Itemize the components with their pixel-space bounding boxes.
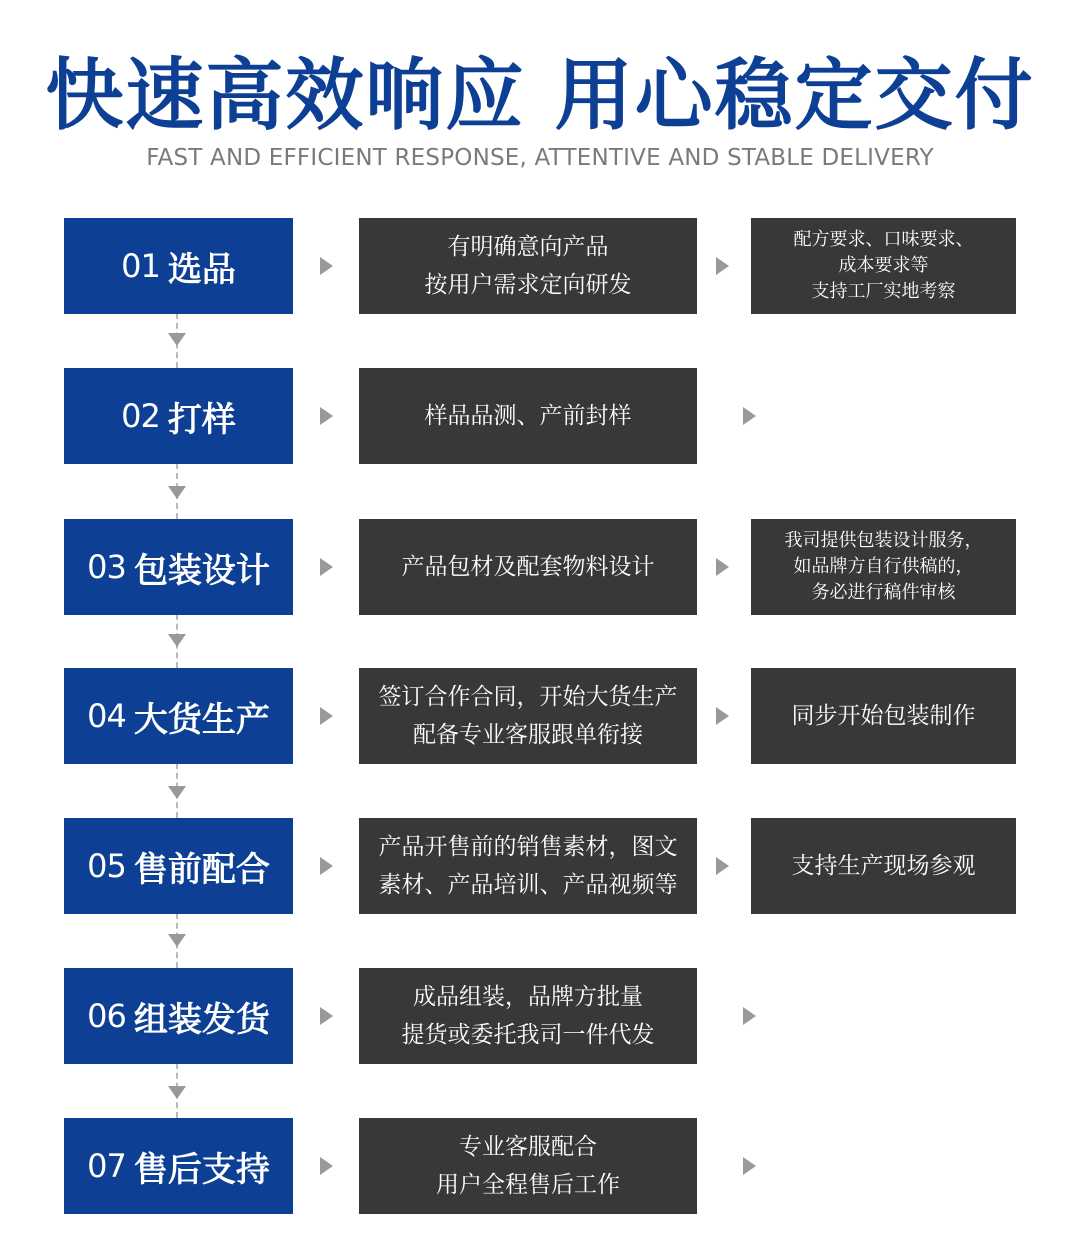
right-arrow-icon: [743, 407, 756, 425]
step-name: 组装发货: [133, 999, 270, 1040]
step-name: 打样: [167, 399, 236, 440]
step-label: [64, 519, 293, 615]
step-number: 02: [121, 397, 160, 435]
right-arrow-icon: [716, 558, 729, 576]
right-arrow-icon: [716, 707, 729, 725]
process-row: [0, 818, 1080, 914]
page-title: 快速高效响应 用心稳定交付: [45, 51, 1035, 141]
step-description: 产品包材及配套物料设计: [359, 519, 697, 615]
step-label: [64, 668, 293, 764]
step-description: 有明确意向产品 按用户需求定向研发: [359, 218, 697, 314]
step-name: 售前配合: [133, 849, 270, 890]
down-arrow-icon: [168, 486, 186, 499]
step-note: 配方要求、口味要求、 成本要求等 支持工厂实地考察: [751, 218, 1016, 314]
right-arrow-icon: [320, 1157, 333, 1175]
process-row: [0, 519, 1080, 615]
process-row: [0, 668, 1080, 764]
process-row: [0, 218, 1080, 314]
down-arrow-icon: [168, 634, 186, 647]
down-arrow-icon: [168, 786, 186, 799]
step-label: [64, 1118, 293, 1214]
process-row: [0, 1118, 1080, 1214]
step-number: 01: [121, 247, 160, 285]
process-row: [0, 968, 1080, 1064]
step-number: 03: [87, 548, 126, 586]
step-label: [64, 968, 293, 1064]
step-number: 05: [87, 847, 126, 885]
step-note: 我司提供包装设计服务， 如品牌方自行供稿的， 务必进行稿件审核: [751, 519, 1016, 615]
step-label: [64, 218, 293, 314]
step-note: 同步开始包装制作: [751, 668, 1016, 764]
step-label: [64, 368, 293, 464]
right-arrow-icon: [743, 1007, 756, 1025]
step-name: 包装设计: [133, 550, 270, 591]
step-description: 专业客服配合 用户全程售后工作: [359, 1118, 697, 1214]
step-description: 样品品测、产前封样: [359, 368, 697, 464]
right-arrow-icon: [320, 558, 333, 576]
right-arrow-icon: [716, 857, 729, 875]
step-description: 签订合作合同，开始大货生产 配备专业客服跟单衔接: [359, 668, 697, 764]
step-name: 售后支持: [133, 1149, 270, 1190]
right-arrow-icon: [320, 857, 333, 875]
step-name: 大货生产: [133, 699, 270, 740]
right-arrow-icon: [320, 707, 333, 725]
down-arrow-icon: [168, 934, 186, 947]
process-row: [0, 368, 1080, 464]
step-number: 06: [87, 997, 126, 1035]
right-arrow-icon: [320, 1007, 333, 1025]
step-description: 成品组装，品牌方批量 提货或委托我司一件代发: [359, 968, 697, 1064]
right-arrow-icon: [320, 407, 333, 425]
right-arrow-icon: [716, 257, 729, 275]
step-number: 07: [87, 1147, 126, 1185]
step-name: 选品: [167, 249, 236, 290]
right-arrow-icon: [743, 1157, 756, 1175]
page-subtitle: FAST AND EFFICIENT RESPONSE, ATTENTIVE AND STABLE DELIVERY: [146, 145, 934, 171]
step-description: 产品开售前的销售素材，图文 素材、产品培训、产品视频等: [359, 818, 697, 914]
step-label: [64, 818, 293, 914]
down-arrow-icon: [168, 333, 186, 346]
step-number: 04: [87, 697, 126, 735]
step-note: 支持生产现场参观: [751, 818, 1016, 914]
down-arrow-icon: [168, 1086, 186, 1099]
right-arrow-icon: [320, 257, 333, 275]
